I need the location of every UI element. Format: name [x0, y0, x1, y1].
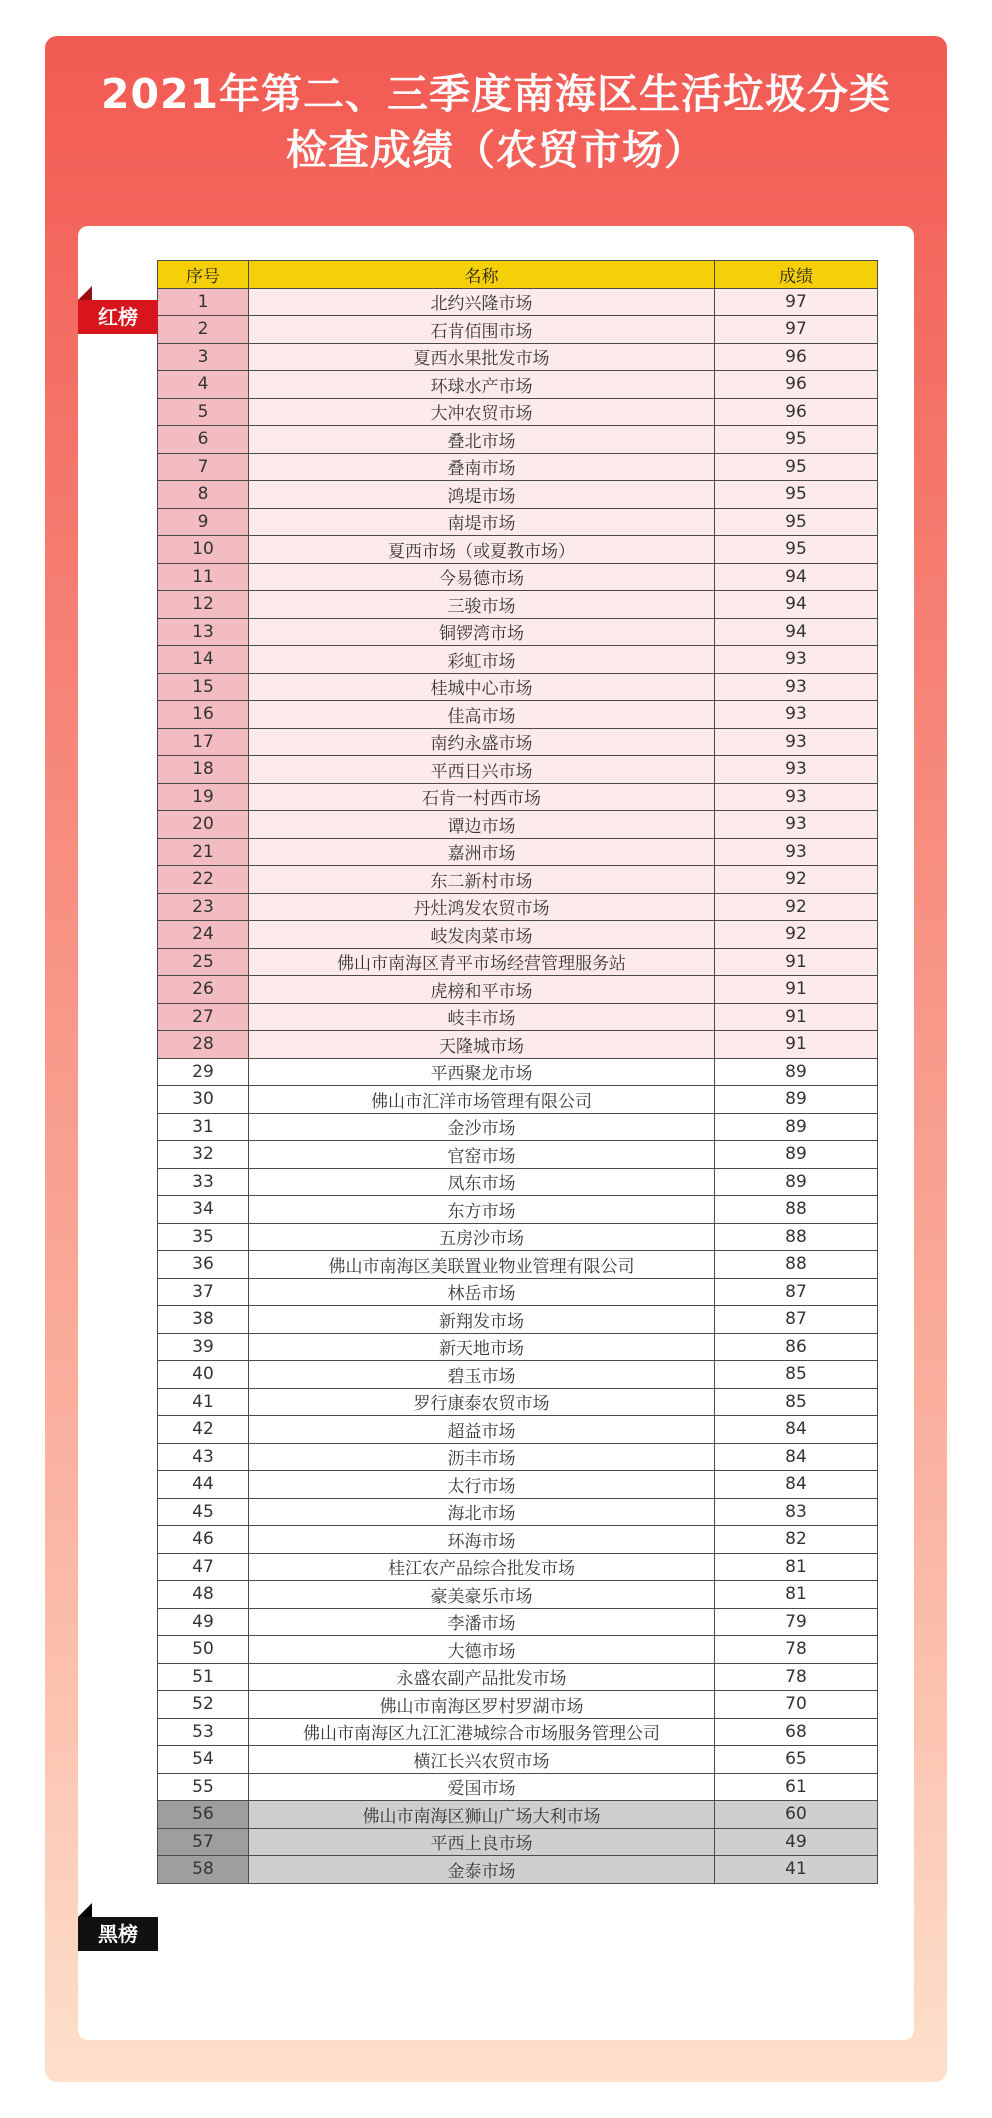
table-row: [158, 618, 878, 646]
header-num: 序号: [158, 261, 249, 289]
row-num: 33: [158, 1168, 249, 1196]
row-num: 8: [158, 481, 249, 509]
row-name: 石肯一村西市场: [249, 783, 715, 811]
row-num: 48: [158, 1581, 249, 1609]
row-name: 叠北市场: [249, 426, 715, 454]
row-num: 12: [158, 591, 249, 619]
row-num: 40: [158, 1361, 249, 1389]
row-score: 93: [715, 783, 878, 811]
row-score: 95: [715, 453, 878, 481]
row-score: 93: [715, 756, 878, 784]
row-name: 叠南市场: [249, 453, 715, 481]
row-name: 平西上良市场: [249, 1828, 715, 1856]
row-score: 79: [715, 1608, 878, 1636]
row-score: 82: [715, 1526, 878, 1554]
row-score: 93: [715, 701, 878, 729]
table-row: [158, 1086, 878, 1114]
row-score: 93: [715, 673, 878, 701]
row-name: 鸿堤市场: [249, 481, 715, 509]
table-row: [158, 1223, 878, 1251]
table-row: [158, 948, 878, 976]
row-score: 88: [715, 1196, 878, 1224]
row-name: 虎榜和平市场: [249, 976, 715, 1004]
row-score: 70: [715, 1691, 878, 1719]
table-row: [158, 563, 878, 591]
row-num: 29: [158, 1058, 249, 1086]
row-score: 92: [715, 866, 878, 894]
table-row: [158, 1361, 878, 1389]
table-row: [158, 1773, 878, 1801]
row-name: 沥丰市场: [249, 1443, 715, 1471]
row-score: 84: [715, 1443, 878, 1471]
row-num: 1: [158, 288, 249, 316]
table-row: [158, 1553, 878, 1581]
row-num: 41: [158, 1388, 249, 1416]
row-score: 91: [715, 976, 878, 1004]
row-score: 84: [715, 1471, 878, 1499]
table-row: [158, 1471, 878, 1499]
table-row: [158, 316, 878, 344]
row-num: 38: [158, 1306, 249, 1334]
row-num: 32: [158, 1141, 249, 1169]
row-name: 金沙市场: [249, 1113, 715, 1141]
row-num: 57: [158, 1828, 249, 1856]
row-name: 岐发肉菜市场: [249, 921, 715, 949]
row-num: 42: [158, 1416, 249, 1444]
table-row: [158, 1856, 878, 1884]
table-header-row: [158, 261, 878, 289]
row-name: 金泰市场: [249, 1856, 715, 1884]
row-name: 环海市场: [249, 1526, 715, 1554]
row-score: 83: [715, 1498, 878, 1526]
row-name: 五房沙市场: [249, 1223, 715, 1251]
row-num: 44: [158, 1471, 249, 1499]
table-row: [158, 343, 878, 371]
table-row: [158, 1333, 878, 1361]
row-name: 官窑市场: [249, 1141, 715, 1169]
row-num: 55: [158, 1773, 249, 1801]
row-name: 今易德市场: [249, 563, 715, 591]
row-num: 14: [158, 646, 249, 674]
row-name: 李潘市场: [249, 1608, 715, 1636]
table-row: [158, 756, 878, 784]
table-row: [158, 371, 878, 399]
table-body: [158, 288, 878, 1883]
row-score: 92: [715, 893, 878, 921]
row-name: 三骏市场: [249, 591, 715, 619]
row-name: 东方市场: [249, 1196, 715, 1224]
row-score: 60: [715, 1801, 878, 1829]
row-name: 佛山市南海区罗村罗湖市场: [249, 1691, 715, 1719]
row-name: 超益市场: [249, 1416, 715, 1444]
row-num: 11: [158, 563, 249, 591]
row-score: 78: [715, 1663, 878, 1691]
title-line-2: 检查成绩（农贸市场）: [286, 126, 706, 174]
table-row: [158, 646, 878, 674]
row-score: 89: [715, 1168, 878, 1196]
row-score: 94: [715, 618, 878, 646]
row-name: 丹灶鸿发农贸市场: [249, 893, 715, 921]
table-row: [158, 1058, 878, 1086]
row-name: 凤东市场: [249, 1168, 715, 1196]
table-row: [158, 1498, 878, 1526]
table-row: [158, 1168, 878, 1196]
table-row: [158, 1196, 878, 1224]
table-row: [158, 398, 878, 426]
row-num: 56: [158, 1801, 249, 1829]
row-num: 31: [158, 1113, 249, 1141]
row-num: 23: [158, 893, 249, 921]
row-score: 95: [715, 536, 878, 564]
row-score: 92: [715, 921, 878, 949]
row-score: 88: [715, 1223, 878, 1251]
row-score: 49: [715, 1828, 878, 1856]
row-name: 横江长兴农贸市场: [249, 1746, 715, 1774]
table-row: [158, 1691, 878, 1719]
table-row: [158, 481, 878, 509]
table-row: [158, 1746, 878, 1774]
row-score: 96: [715, 371, 878, 399]
row-name: 佛山市南海区青平市场经营管理服务站: [249, 948, 715, 976]
header-score: 成绩: [715, 261, 878, 289]
row-score: 89: [715, 1086, 878, 1114]
row-name: 桂江农产品综合批发市场: [249, 1553, 715, 1581]
row-score: 94: [715, 591, 878, 619]
row-num: 17: [158, 728, 249, 756]
row-name: 佛山市南海区狮山广场大利市场: [249, 1801, 715, 1829]
row-num: 20: [158, 811, 249, 839]
row-score: 87: [715, 1306, 878, 1334]
row-num: 19: [158, 783, 249, 811]
row-num: 52: [158, 1691, 249, 1719]
table-row: [158, 1636, 878, 1664]
table-row: [158, 783, 878, 811]
table-row: [158, 976, 878, 1004]
row-name: 太行市场: [249, 1471, 715, 1499]
row-name: 林岳市场: [249, 1278, 715, 1306]
row-num: 36: [158, 1251, 249, 1279]
table-row: [158, 1113, 878, 1141]
row-score: 96: [715, 343, 878, 371]
row-score: 91: [715, 948, 878, 976]
row-num: 7: [158, 453, 249, 481]
row-num: 46: [158, 1526, 249, 1554]
row-num: 26: [158, 976, 249, 1004]
row-num: 10: [158, 536, 249, 564]
table-row: [158, 1581, 878, 1609]
row-num: 6: [158, 426, 249, 454]
row-num: 53: [158, 1718, 249, 1746]
table-row: [158, 893, 878, 921]
table-row: [158, 1608, 878, 1636]
table-row: [158, 426, 878, 454]
row-name: 桂城中心市场: [249, 673, 715, 701]
table-row: [158, 1141, 878, 1169]
row-name: 夏西水果批发市场: [249, 343, 715, 371]
table-row: [158, 453, 878, 481]
table-row: [158, 1828, 878, 1856]
row-num: 35: [158, 1223, 249, 1251]
row-score: 95: [715, 481, 878, 509]
table-row: [158, 536, 878, 564]
row-num: 16: [158, 701, 249, 729]
row-name: 爱国市场: [249, 1773, 715, 1801]
row-score: 78: [715, 1636, 878, 1664]
header-name: 名称: [249, 261, 715, 289]
row-score: 89: [715, 1141, 878, 1169]
row-score: 93: [715, 811, 878, 839]
row-num: 4: [158, 371, 249, 399]
row-num: 37: [158, 1278, 249, 1306]
row-name: 平西日兴市场: [249, 756, 715, 784]
table-row: [158, 1718, 878, 1746]
row-num: 15: [158, 673, 249, 701]
row-name: 彩虹市场: [249, 646, 715, 674]
row-name: 东二新村市场: [249, 866, 715, 894]
table-row: [158, 1443, 878, 1471]
row-score: 93: [715, 838, 878, 866]
row-num: 25: [158, 948, 249, 976]
row-num: 5: [158, 398, 249, 426]
row-num: 50: [158, 1636, 249, 1664]
table-row: [158, 1416, 878, 1444]
table-row: [158, 673, 878, 701]
row-num: 51: [158, 1663, 249, 1691]
row-name: 豪美豪乐市场: [249, 1581, 715, 1609]
row-name: 夏西市场（或夏教市场）: [249, 536, 715, 564]
row-name: 铜锣湾市场: [249, 618, 715, 646]
row-num: 13: [158, 618, 249, 646]
row-name: 佳高市场: [249, 701, 715, 729]
row-score: 85: [715, 1361, 878, 1389]
row-score: 65: [715, 1746, 878, 1774]
row-name: 平西聚龙市场: [249, 1058, 715, 1086]
row-score: 96: [715, 398, 878, 426]
row-num: 49: [158, 1608, 249, 1636]
row-name: 新天地市场: [249, 1333, 715, 1361]
row-name: 佛山市南海区九江汇港城综合市场服务管理公司: [249, 1718, 715, 1746]
table-row: [158, 1663, 878, 1691]
row-num: 30: [158, 1086, 249, 1114]
row-num: 22: [158, 866, 249, 894]
table-row: [158, 1306, 878, 1334]
row-score: 97: [715, 288, 878, 316]
row-score: 89: [715, 1058, 878, 1086]
row-score: 91: [715, 1031, 878, 1059]
row-num: 18: [158, 756, 249, 784]
row-score: 86: [715, 1333, 878, 1361]
row-score: 93: [715, 728, 878, 756]
row-name: 南约永盛市场: [249, 728, 715, 756]
row-name: 佛山市汇洋市场管理有限公司: [249, 1086, 715, 1114]
row-score: 91: [715, 1003, 878, 1031]
title-line-1: 2021年第二、三季度南海区生活垃圾分类: [100, 70, 892, 118]
row-name: 嘉洲市场: [249, 838, 715, 866]
table-row: [158, 921, 878, 949]
row-score: 95: [715, 426, 878, 454]
table-row: [158, 288, 878, 316]
row-name: 谭边市场: [249, 811, 715, 839]
row-name: 石肯佰围市场: [249, 316, 715, 344]
row-num: 39: [158, 1333, 249, 1361]
row-score: 61: [715, 1773, 878, 1801]
score-table: [157, 260, 878, 1884]
row-num: 28: [158, 1031, 249, 1059]
red-list-tag: 红榜: [78, 300, 158, 334]
row-score: 88: [715, 1251, 878, 1279]
row-score: 81: [715, 1553, 878, 1581]
row-score: 81: [715, 1581, 878, 1609]
row-score: 68: [715, 1718, 878, 1746]
table-row: [158, 811, 878, 839]
row-num: 54: [158, 1746, 249, 1774]
row-name: 南堤市场: [249, 508, 715, 536]
row-num: 34: [158, 1196, 249, 1224]
row-num: 3: [158, 343, 249, 371]
row-score: 95: [715, 508, 878, 536]
table-row: [158, 508, 878, 536]
row-score: 84: [715, 1416, 878, 1444]
row-score: 89: [715, 1113, 878, 1141]
row-name: 佛山市南海区美联置业物业管理有限公司: [249, 1251, 715, 1279]
row-name: 永盛农副产品批发市场: [249, 1663, 715, 1691]
table-row: [158, 1801, 878, 1829]
table-row: [158, 1388, 878, 1416]
row-name: 海北市场: [249, 1498, 715, 1526]
table-row: [158, 1251, 878, 1279]
row-name: 岐丰市场: [249, 1003, 715, 1031]
row-num: 45: [158, 1498, 249, 1526]
row-name: 环球水产市场: [249, 371, 715, 399]
table-row: [158, 728, 878, 756]
row-name: 罗行康泰农贸市场: [249, 1388, 715, 1416]
row-num: 43: [158, 1443, 249, 1471]
row-num: 2: [158, 316, 249, 344]
row-num: 9: [158, 508, 249, 536]
row-name: 大冲农贸市场: [249, 398, 715, 426]
row-score: 85: [715, 1388, 878, 1416]
row-score: 97: [715, 316, 878, 344]
row-num: 27: [158, 1003, 249, 1031]
table-row: [158, 1031, 878, 1059]
table-row: [158, 838, 878, 866]
table-row: [158, 591, 878, 619]
row-name: 新翔发市场: [249, 1306, 715, 1334]
row-num: 47: [158, 1553, 249, 1581]
row-num: 21: [158, 838, 249, 866]
row-score: 93: [715, 646, 878, 674]
row-score: 94: [715, 563, 878, 591]
row-name: 碧玉市场: [249, 1361, 715, 1389]
table-row: [158, 701, 878, 729]
row-num: 24: [158, 921, 249, 949]
page-title: [45, 66, 947, 178]
row-name: 北约兴隆市场: [249, 288, 715, 316]
row-name: 天隆城市场: [249, 1031, 715, 1059]
row-num: 58: [158, 1856, 249, 1884]
row-score: 87: [715, 1278, 878, 1306]
row-name: 大德市场: [249, 1636, 715, 1664]
table-row: [158, 1278, 878, 1306]
table-row: [158, 1003, 878, 1031]
row-score: 41: [715, 1856, 878, 1884]
table-row: [158, 1526, 878, 1554]
table-row: [158, 866, 878, 894]
black-list-tag: 黑榜: [78, 1917, 158, 1951]
